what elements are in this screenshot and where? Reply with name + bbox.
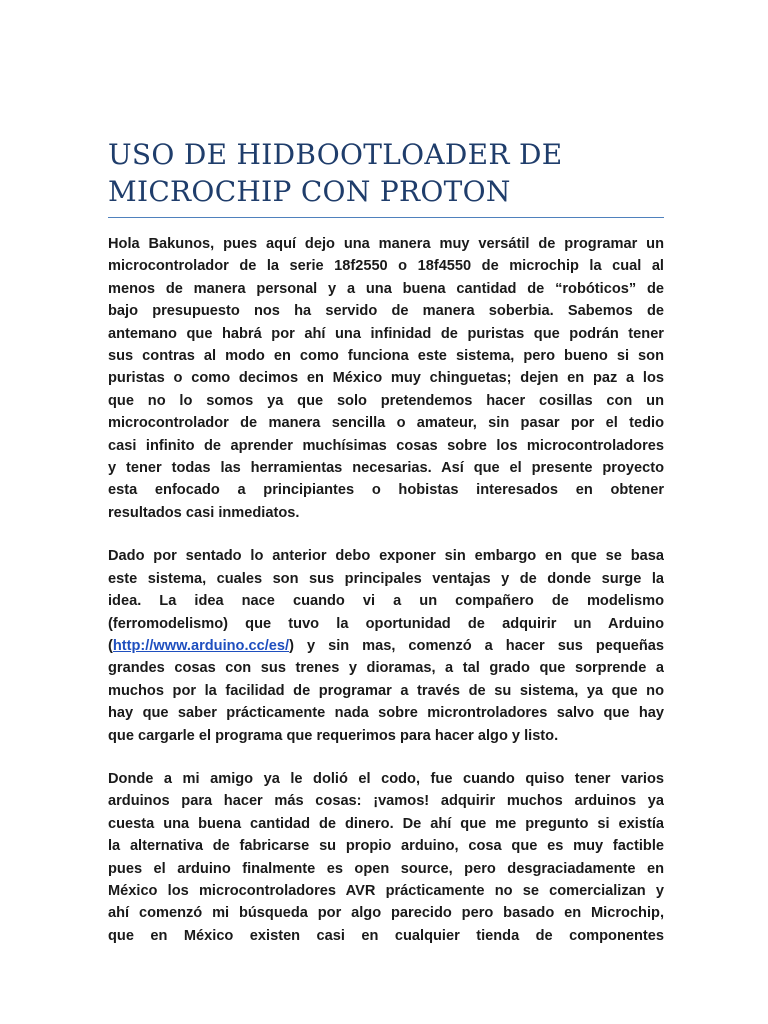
title-line-2: MICROCHIP CON PROTON bbox=[108, 175, 511, 208]
title-divider bbox=[108, 217, 664, 218]
link-open-paren: ( bbox=[108, 637, 113, 654]
paragraph-line: ahí comenzó mi búsqueda por algo parecido pero basado en Microchip, bbox=[108, 905, 664, 922]
paragraph-line: grandes cosas con sus trenes y dioramas, a tal grado que sorprende a bbox=[108, 660, 664, 677]
paragraph-line: muchos por la facilidad de programar a través de su sistema, ya que no bbox=[108, 682, 664, 699]
paragraph-line: menos de manera personal y a una buena cantidad de “robóticos” de bbox=[108, 280, 664, 297]
paragraph-line: sus contras al modo en como funciona este sistema, pero bueno si son bbox=[108, 348, 664, 365]
paragraph-line: casi infinito de aprender muchísimas cosas sobre los microcontroladores bbox=[108, 437, 664, 454]
paragraph-line: esta enfocado a principiantes o hobistas interesados en obtener bbox=[108, 482, 664, 499]
paragraph-2 bbox=[108, 545, 664, 747]
paragraph-line: pues el arduino finalmente es open source, pero desgraciadamente en bbox=[108, 860, 664, 877]
paragraph-line: cuesta una buena cantidad de dinero. De ahí que me pregunto si existía bbox=[108, 815, 664, 832]
paragraph-line: este sistema, cuales son sus principales ventajas y de donde surge la bbox=[108, 570, 664, 587]
paragraph-1 bbox=[108, 233, 664, 524]
paragraph-line: que no lo somos ya que solo pretendemos hacer cosillas con un bbox=[108, 392, 664, 409]
paragraph-line: idea. La idea nace cuando vi a un compañero de modelismo bbox=[108, 593, 664, 610]
paragraph-line: (ferromodelismo) que tuvo la oportunidad de adquirir un Arduino bbox=[108, 615, 664, 632]
document-title bbox=[108, 136, 668, 210]
paragraph-line-with-link bbox=[108, 635, 664, 657]
paragraph-line: y tener todas las herramientas necesarias. Así que el presente proyecto bbox=[108, 460, 664, 477]
link-trailing-text: ) y sin mas, comenzó a hacer sus pequeñas bbox=[289, 637, 664, 654]
paragraph-line: Dado por sentado lo anterior debo exponer sin embargo en que se basa bbox=[108, 548, 664, 565]
paragraph-line: antemano que habrá por ahí una infinidad de puristas que podrán tener bbox=[108, 325, 664, 342]
paragraph-line: resultados casi inmediatos. bbox=[108, 504, 300, 521]
paragraph-line: bajo presupuesto nos ha servido de manera soberbia. Sabemos de bbox=[108, 303, 664, 320]
paragraph-line: la alternativa de fabricarse su propio arduino, cosa que es muy factible bbox=[108, 838, 664, 855]
paragraph-line: arduinos para hacer más cosas: ¡vamos! adquirir muchos arduinos ya bbox=[108, 793, 664, 810]
paragraph-line: Hola Bakunos, pues aquí dejo una manera muy versátil de programar un bbox=[108, 236, 664, 252]
arduino-link[interactable]: http://www.arduino.cc/es/ bbox=[112, 637, 290, 654]
paragraph-line: puristas o como decimos en México muy chinguetas; dejen en paz a los bbox=[108, 370, 664, 387]
title-line-1: USO DE HIDBOOTLOADER DE bbox=[108, 138, 563, 171]
paragraph-line: microcontrolador de la serie 18f2550 o 18f4550 de microchip la cual al bbox=[108, 258, 664, 275]
document-body bbox=[108, 233, 664, 947]
paragraph-3 bbox=[108, 768, 664, 947]
paragraph-line: México los microcontroladores AVR prácticamente no se comercializan y bbox=[108, 882, 664, 899]
paragraph-line: hay que saber prácticamente nada sobre microntroladores salvo que hay bbox=[108, 705, 664, 722]
paragraph-line: que cargarle el programa que requerimos para hacer algo y listo. bbox=[108, 727, 559, 744]
paragraph-line: microcontrolador de manera sencilla o amateur, sin pasar por el tedio bbox=[108, 415, 664, 432]
paragraph-line: que en México existen casi en cualquier tienda de componentes bbox=[108, 927, 664, 944]
paragraph-line: Donde a mi amigo ya le dolió el codo, fue cuando quiso tener varios bbox=[108, 770, 664, 787]
